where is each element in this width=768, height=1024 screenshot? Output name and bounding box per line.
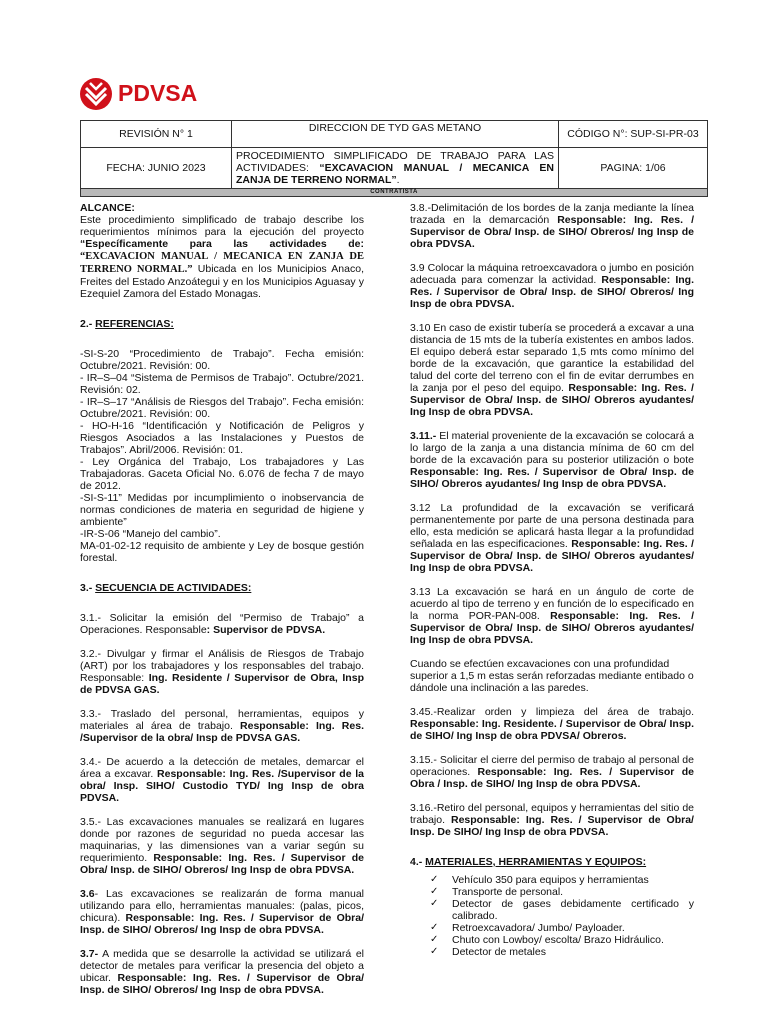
step-responsible: : Supervisor de PDVSA. [206,624,326,636]
alcance-title: ALCANCE: [80,202,135,214]
step-responsible: Responsable: Ing. Res. / Supervisor de Obra/ Insp. de SIHO/ Obreros ayudantes/ Ing Insp de obra PDVSA. [410,382,694,418]
materials-item [410,898,694,922]
step-text: - Las excavaciones se realizarán de forma manual utilizando para ello, herramientas manuales: (palas, picos, chicura). [80,888,364,924]
code-cell: CÓDIGO N°: SUP-SI-PR-03 [559,121,708,148]
step-3-15 [410,754,694,790]
step-3-12 [410,502,694,574]
materials-item [410,874,694,886]
pdvsa-logo [78,74,228,118]
checkmark-icon: ✓ [430,922,439,933]
checkmark-icon: ✓ [430,946,439,957]
step-responsible: Responsable: Ing. Res. / Supervisor de Obra/ Insp. De SIHO/ Ing Insp de obra PDVSA. [410,814,694,838]
materials-item-text: Detector de metales [452,946,546,958]
step-text: 3.12 La profundidad de la excavación se verificará permanentemente por parte de una persona destinada para ello, esta medición se aplicará hasta llegar a la profundidad señalada en las especificaciones. [410,502,694,550]
alcance-text-4: Ubicada en los Municipios Anaco, Freites del Estado Anzoátegui y en los Municipios Aguasay y Ezequiel Zamora del Estado Monagas. [80,263,364,300]
references-label: REFERENCIAS: [95,318,174,330]
step-text: 3.16.-Retiro del personal, equipos y herramientas del sitio de trabajo. [410,802,694,826]
step-responsible: Responsable: Ing. Res. /Supervisor de la obra/ Insp. SIHO/ Custodio TYD/ Ing Insp de obra PDVSA. [80,768,364,804]
step-text: 3.1.- Solicitar la emisión del “Permiso de Trabajo” a Operaciones. Responsable [80,612,364,636]
step-text: 3.10 En caso de existir tubería se procederá a excavar a una distancia de 15 mts de la tubería existentes en ambos lados. El equipo deberá estar separado 1,5 mts como mínimo del borde de la excavación, que garantice la estabilidad del talud del corte del terreno con el fin de evitar derrumbes en la zanja por el peso del equipo. [410,322,694,394]
materials-item-text: Detector de gases debidamente certificado y calibrado. [452,898,694,922]
step-3-16 [410,802,694,838]
step-responsible: Responsable: Ing. Res. / Supervisor de Obra/ Insp. de SIHO/ Obreros/ Ing Insp de obra PDVSA. [410,214,694,250]
step-text: 3.13 La excavación se hará en un ángulo de corte de acuerdo al tipo de terreno y en función de lo especificado en la norma POR-PAN-008. [410,586,694,622]
step-text: A medida que se desarrolle la actividad se utilizará el detector de metales para verificar la presencia del objeto a ubicar. [80,948,364,984]
left-column [80,202,364,996]
alcance-paragraph [80,214,364,300]
contratista-band: CONTRATISTA [81,189,708,197]
checkmark-icon: ✓ [430,874,439,885]
procedure-title-bold: “EXCAVACION MANUAL / MECANICA EN ZANJA DE TERRENO NORMAL” [236,162,554,186]
excavation-note: Cuando se efectúen excavaciones con una profundidad superior a 1,5 m estas serán reforzadas mediante entibado o dándole una inclinación a las paredes. [410,658,694,694]
materials-item [410,886,694,898]
procedure-title-plain: PROCEDIMIENTO SIMPLIFICADO DE TRABAJO PARA LAS ACTIVIDADES: [236,150,554,174]
reference-item: -SI-S-11” Medidas por incumplimiento o inobservancia de normas condiciones de materia en seguridad de higiene y ambiente” [80,492,364,528]
alcance-text-3: “EXCAVACION MANUAL / MECANICA EN ZANJA DE TERRENO NORMAL.” [80,251,364,275]
step-text: 3.4.- De acuerdo a la detección de metales, demarcar el área a excavar. [80,756,364,780]
right-column [410,202,694,958]
materials-label: MATERIALES, HERRAMIENTAS Y EQUIPOS: [425,856,647,868]
step-number: 3.7- [80,948,99,960]
checkmark-icon: ✓ [430,886,439,897]
step-responsible: Responsable: Ing. Res. / Supervisor de Obra/ Insp. de SIHO/ Obreros/ Ing Insp de obra PDVSA. [80,912,364,936]
step-text: El material proveniente de la excavación se colocará a lo largo de la zanja a una distancia mínima de 60 cm del borde de la excavación para su posterior utilización o bote [410,430,694,466]
alcance-text-1: Este procedimiento simplificado de trabajo describe los requerimientos mínimos para la ejecución del proyecto [80,214,364,238]
logo-text: PDVSA [118,80,198,106]
sequence-number: 3.- [80,582,96,594]
step-responsible: Ing. Residente / Supervisor de Obra, Insp de PDVSA GAS. [80,672,364,696]
checkmark-icon: ✓ [430,934,439,945]
step-3-3 [80,708,364,744]
step-responsible: Responsable: Ing. Residente. / Supervisor de Obra/ Insp. de SIHO/ Ing Insp de obra PDVSA/ Obreros. [410,718,694,742]
step-3-45 [410,706,694,742]
step-responsible: Responsable: Ing. Res. / Supervisor de Obra/ Insp. de SIHO/ Obreros ayudantes/ Ing Insp de obra PDVSA. [410,466,694,490]
step-3-13 [410,586,694,646]
checkmark-icon: ✓ [430,898,439,909]
materials-number: 4.- [410,856,426,868]
step-3-8 [410,202,694,250]
step-responsible: Responsable: Ing. Res. / Supervisor de Obra / Insp. de SIHO/ Ing Insp de obra PDVSA. [410,766,694,790]
materials-item-text: Retroexcavadora/ Jumbo/ Payloader. [452,922,625,934]
materials-item-text: Vehículo 350 para equipos y herramientas [452,874,649,886]
step-3-10 [410,322,694,418]
date-cell: FECHA: JUNIO 2023 [81,148,232,189]
step-number: 3.6 [80,888,95,900]
step-3-9 [410,262,694,310]
sequence-title [80,582,364,594]
reference-item: - IR–S–04 “Sistema de Permisos de Trabajo”. Octubre/2021. Revisión: 02. [80,372,364,396]
reference-item: - Ley Orgánica del Trabajo, Los trabajadores y Las Trabajadoras. Gaceta Oficial No. 6.076 de fecha 7 de mayo de 2012. [80,456,364,492]
step-text: 3.2.- Divulgar y firmar el Análisis de Riesgos de Trabajo (ART) por los trabajadores y los responsables del trabajo. Responsable: [80,648,364,684]
step-3-11 [410,430,694,490]
step-3-6 [80,888,364,936]
direction-cell: DIRECCION DE TYD GAS METANO [232,121,559,148]
step-text: 3.9 Colocar la máquina retroexcavadora o jumbo en posición adecuada para comenzar la actividad. [410,262,694,286]
sequence-label: SECUENCIA DE ACTIVIDADES: [95,582,252,594]
materials-item [410,946,694,958]
document-header-table [80,120,708,197]
materials-title [410,856,694,868]
step-number: 3.11.- [410,430,437,442]
step-3-1 [80,612,364,636]
materials-list [410,874,694,958]
revision-cell: REVISIÓN N° 1 [81,121,232,148]
step-responsible: Responsable: Ing. Res. / Supervisor de Obra/ Insp. de SIHO/ Obreros ayudantes/ Ing Insp de obra PDVSA. [410,538,694,574]
page-cell: PAGINA: 1/06 [559,148,708,189]
references-title [80,318,364,330]
materials-item-text: Transporte de personal. [452,886,564,898]
pdvsa-logo-icon [78,74,114,114]
materials-item [410,934,694,946]
materials-item [410,922,694,934]
step-responsible: Responsable: Ing. Res. /Supervisor de la obra/ Insp de PDVSA GAS. [80,720,364,744]
reference-item: - IR–S–17 “Análisis de Riesgos del Trabajo”. Fecha emisión: Octubre/2021. Revisión: 00. [80,396,364,420]
procedure-title-cell [232,148,559,189]
step-text: 3.5.- Las excavaciones manuales se realizará en lugares donde por razones de seguridad no pueda accesar las maquinarias, y las dimensiones van a variar según su requerimiento. [80,816,364,864]
step-text: 3.8.-Delimitación de los bordes de la zanja mediante la línea trazada en la demarcación [410,202,694,226]
reference-item: -IR-S-06 “Manejo del cambio”. [80,528,221,540]
reference-item: - HO-H-16 “Identificación y Notificación de Peligros y Riesgos Asociados a las Instalaciones y Puestos de Trabajos”. Abril/2006. Revisión: 01. [80,420,364,456]
materials-item-text: Chuto con Lowboy/ escolta/ Brazo Hidráulico. [452,934,664,946]
alcance-text-2: “Específicamente para las actividades de: [80,238,364,250]
procedure-title-end: . [396,174,400,186]
step-3-4 [80,756,364,804]
step-3-5 [80,816,364,876]
reference-item: -SI-S-20 “Procedimiento de Trabajo”. Fecha emisión: Octubre/2021. Revisión: 00. [80,348,364,372]
step-responsible: Responsable: Ing. Res. / Supervisor de Obra/ Insp. de SIHO/ Obreros/ Ing Insp de obra PDVSA. [80,972,364,996]
step-text: 3.15.- Solicitar el cierre del permiso de trabajo al personal de operaciones. [410,754,694,778]
reference-item: MA-01-02-12 requisito de ambiente y Ley de bosque gestión forestal. [80,540,364,564]
step-3-2 [80,648,364,696]
step-text: 3.3.- Traslado del personal, herramientas, equipos y materiales al área de trabajo. [80,708,364,732]
step-responsible: Responsable: Ing. Res. / Supervisor de Obra/ Insp. de SIHO/ Obreros ayudantes/ Ing Insp de obra PDVSA. [410,610,694,646]
references-number: 2.- [80,318,96,330]
step-3-7 [80,948,364,996]
step-text: 3.45.-Realizar orden y limpieza del área de trabajo. [410,706,694,718]
step-responsible: Responsable: Ing. Res. / Supervisor de Obra/ Insp. de SIHO/ Obreros/ Ing Insp de obra PDVSA. [410,274,694,310]
step-responsible: Responsable: Ing. Res. / Supervisor de Obra/ Insp. de SIHO/ Obreros/ Ing Insp de obra PDVSA. [80,852,364,876]
